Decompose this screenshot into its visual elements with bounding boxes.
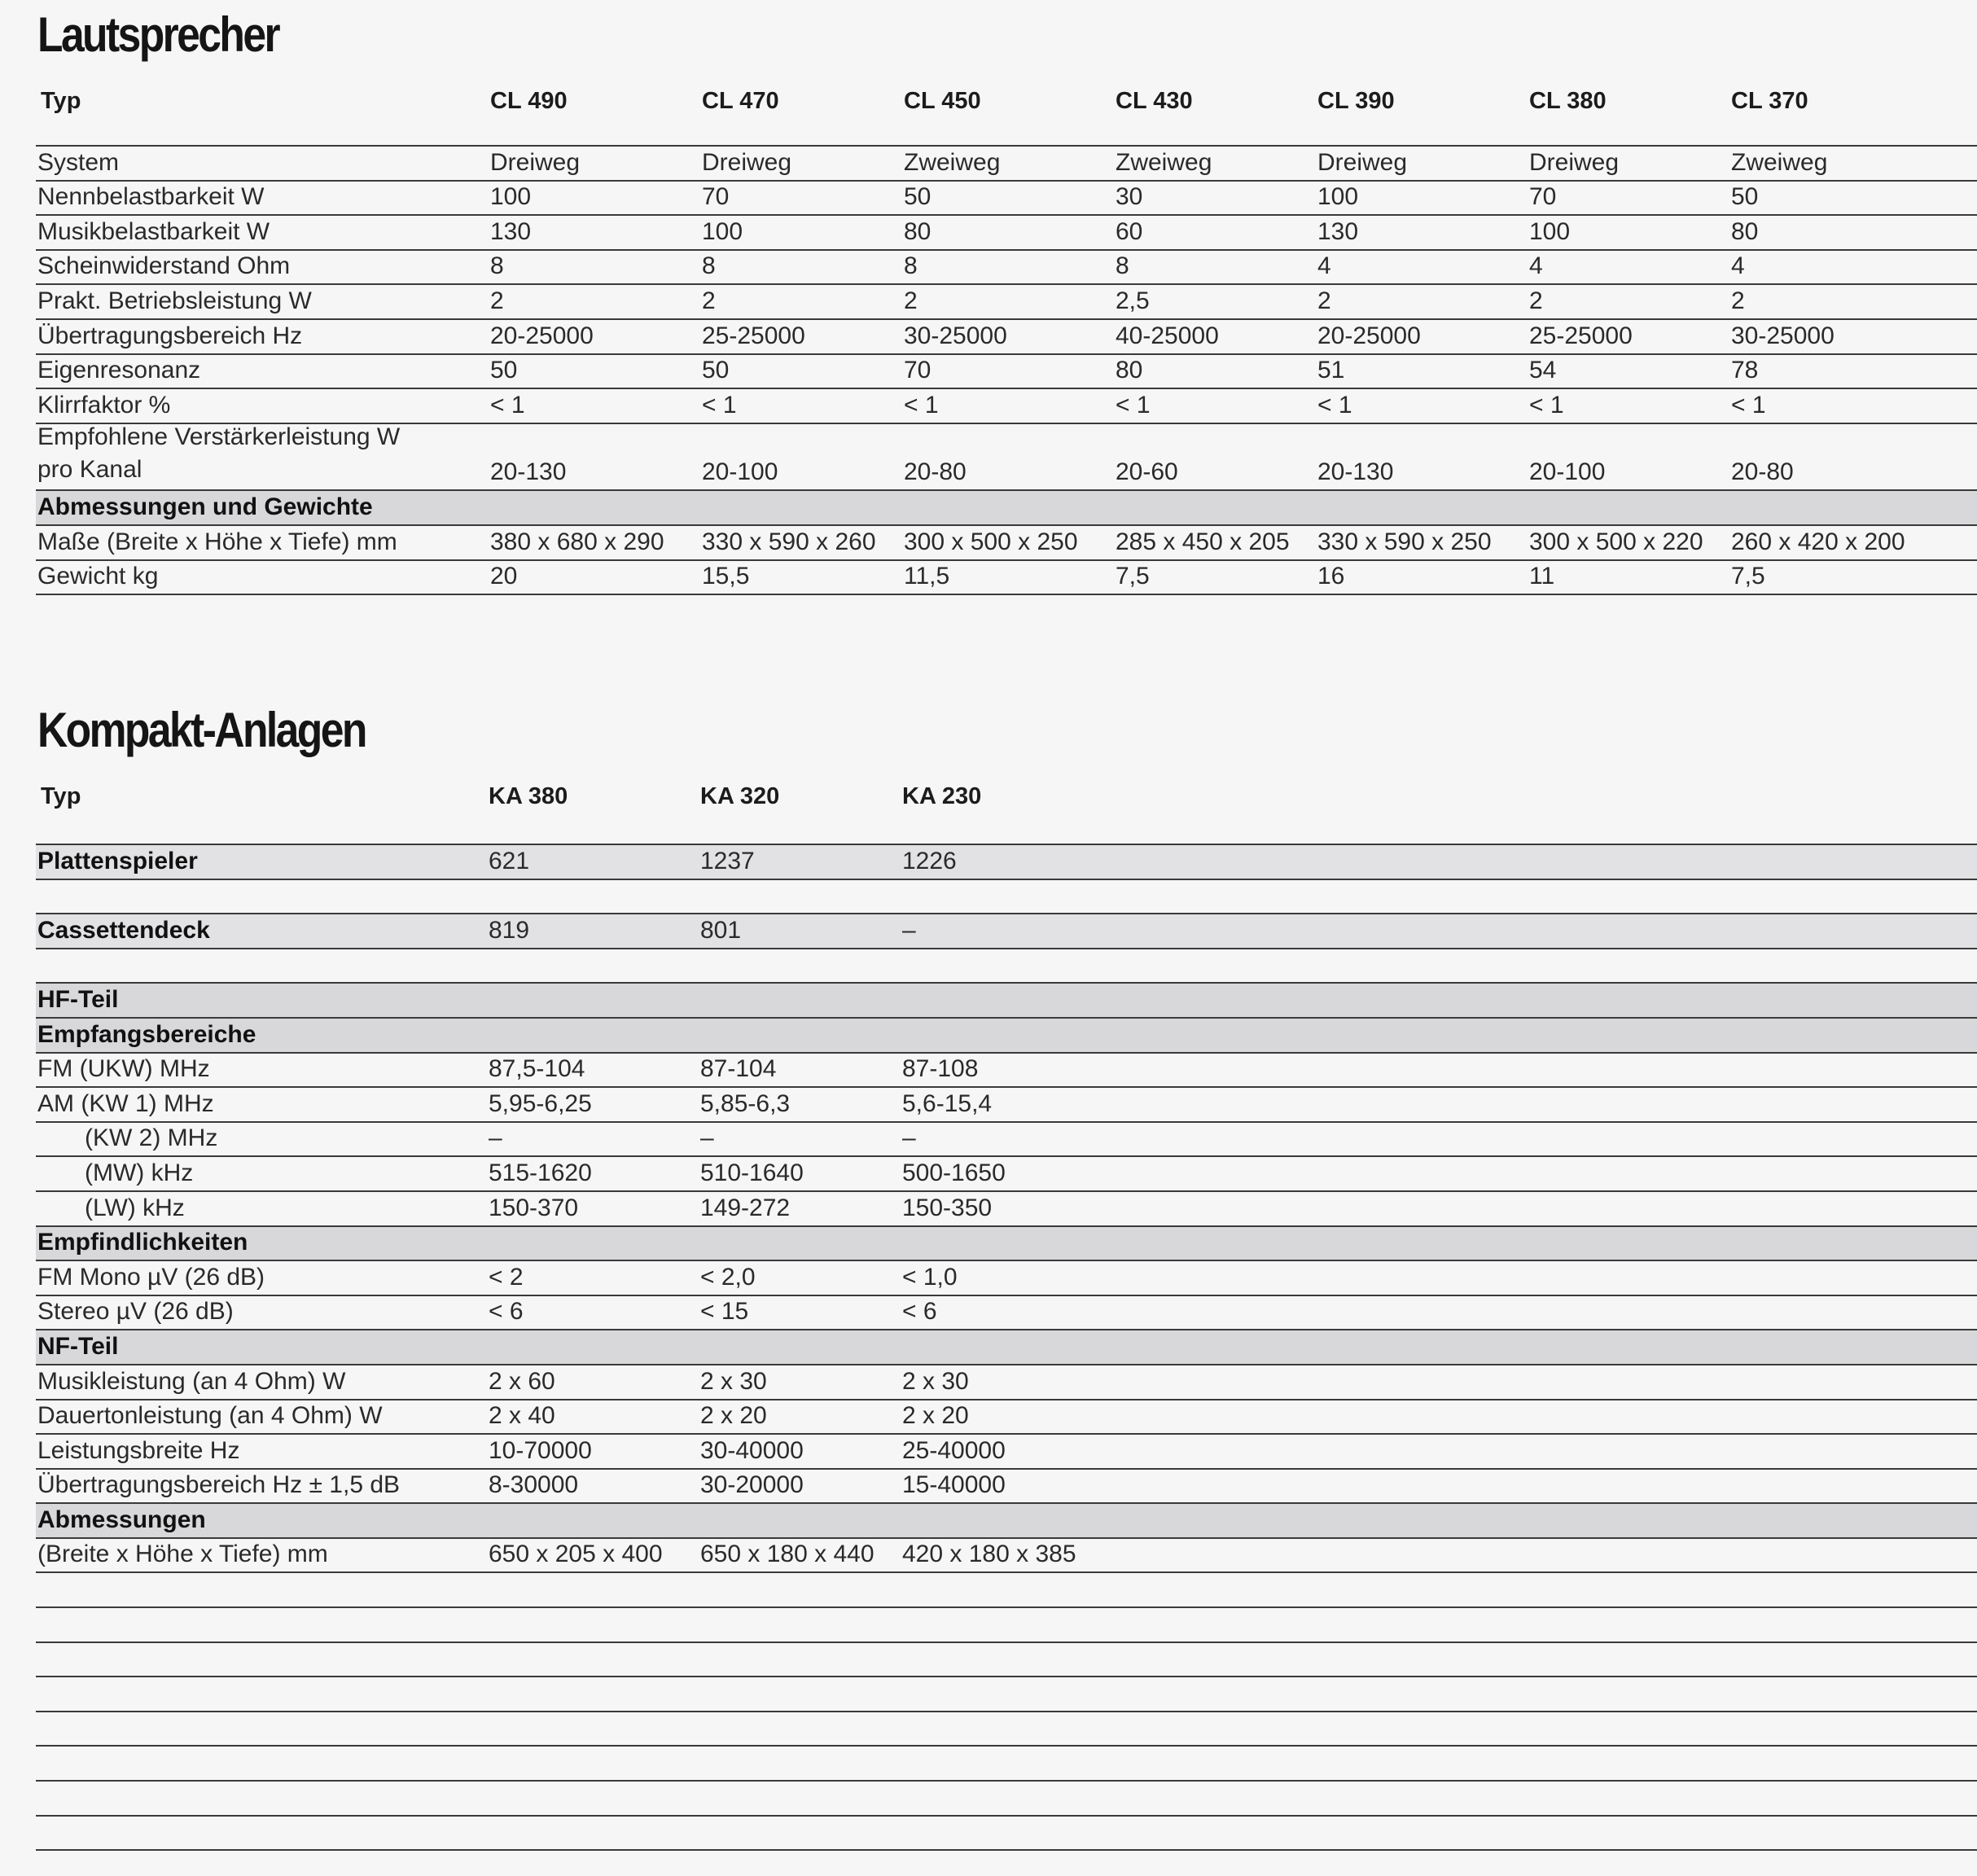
row-label: Klirrfaktor % xyxy=(37,391,171,419)
compact-header xyxy=(37,774,1977,822)
row-label: Musikleistung (an 4 Ohm) W xyxy=(37,1367,346,1395)
table-cell: 60 xyxy=(1116,217,1143,245)
row-label: Übertragungsbereich Hz xyxy=(37,322,303,349)
table-cell: 11,5 xyxy=(904,563,950,590)
row-label: Cassettendeck xyxy=(37,916,210,944)
section-header-row xyxy=(36,491,1977,526)
table-cell: 5,95-6,25 xyxy=(489,1089,592,1117)
table-cell: < 1 xyxy=(1529,391,1564,419)
table-row xyxy=(36,561,1977,596)
row-label: Maße (Breite x Höhe x Tiefe) mm xyxy=(37,528,397,555)
row-label: (LW) kHz xyxy=(85,1194,185,1221)
table-cell: Zweiweg xyxy=(1116,148,1212,176)
compact-title: Kompakt-Anlagen xyxy=(37,703,366,757)
table-cell: < 1 xyxy=(904,391,939,419)
table-row xyxy=(36,880,1977,915)
table-cell: 2 x 20 xyxy=(902,1402,969,1430)
table-cell: 100 xyxy=(702,217,743,245)
row-label: (Breite x Höhe x Tiefe) mm xyxy=(37,1541,328,1568)
row-label: Stereo µV (26 dB) xyxy=(37,1298,234,1326)
table-cell: 20-100 xyxy=(702,458,778,486)
table-cell: 380 x 680 x 290 xyxy=(490,528,664,555)
table-cell: 8 xyxy=(904,252,918,280)
table-row xyxy=(36,1712,1977,1747)
table-cell: < 1 xyxy=(1116,391,1151,419)
table-cell: Zweiweg xyxy=(904,148,1001,176)
table-cell: 54 xyxy=(1529,357,1557,384)
table-row xyxy=(36,1573,1977,1608)
row-label: Leistungsbreite Hz xyxy=(37,1436,240,1464)
row-label: Plattenspieler xyxy=(37,847,198,874)
table-cell: 87-104 xyxy=(700,1055,777,1083)
model-header: KA 230 xyxy=(902,783,982,809)
table-cell: 7,5 xyxy=(1116,563,1150,590)
table-cell: 2 x 40 xyxy=(489,1402,555,1430)
table-cell: 20-100 xyxy=(1529,458,1606,486)
table-cell: 40-25000 xyxy=(1116,322,1219,349)
table-cell: 80 xyxy=(1731,217,1759,245)
table-cell: 4 xyxy=(1317,252,1331,280)
table-cell: 285 x 450 x 205 xyxy=(1116,528,1290,555)
table-cell: 2,5 xyxy=(1116,287,1150,314)
table-cell: 25-25000 xyxy=(702,322,805,349)
table-cell: < 1 xyxy=(1731,391,1766,419)
table-cell: 2 x 30 xyxy=(902,1367,969,1395)
table-cell: < 6 xyxy=(489,1298,524,1326)
table-cell: 11 xyxy=(1529,563,1555,590)
table-row xyxy=(36,320,1977,355)
section-header-row xyxy=(36,984,1977,1019)
table-cell: 100 xyxy=(490,183,532,211)
table-cell: 2 x 30 xyxy=(700,1367,767,1395)
row-label: FM (UKW) MHz xyxy=(37,1055,210,1083)
table-cell: 330 x 590 x 250 xyxy=(1317,528,1492,555)
model-header: CL 450 xyxy=(904,88,981,114)
model-header: CL 370 xyxy=(1731,88,1808,114)
table-cell: Dreiweg xyxy=(702,148,792,176)
table-cell: < 1,0 xyxy=(902,1263,958,1291)
model-header: CL 390 xyxy=(1317,88,1395,114)
table-cell: 510-1640 xyxy=(700,1159,804,1186)
section-header-row xyxy=(36,1504,1977,1539)
table-row xyxy=(36,1054,1977,1089)
table-cell: < 6 xyxy=(902,1298,937,1326)
table-cell: 330 x 590 x 260 xyxy=(702,528,876,555)
table-cell: < 1 xyxy=(702,391,737,419)
row-label: Dauertonleistung (an 4 Ohm) W xyxy=(37,1402,383,1430)
table-cell: 2 xyxy=(490,287,504,314)
table-cell: < 2 xyxy=(489,1263,524,1291)
table-cell: 70 xyxy=(702,183,730,211)
table-row xyxy=(36,1435,1977,1470)
table-cell: 300 x 500 x 250 xyxy=(904,528,1078,555)
table-row xyxy=(36,182,1977,217)
table-cell: 15,5 xyxy=(702,563,750,590)
table-row xyxy=(36,844,1977,880)
table-cell: 20 xyxy=(490,563,518,590)
table-cell: 2 x 60 xyxy=(489,1367,555,1395)
table-cell: 300 x 500 x 220 xyxy=(1529,528,1703,555)
table-row xyxy=(36,355,1977,390)
table-cell: 25-40000 xyxy=(902,1436,1006,1464)
row-label: FM Mono µV (26 dB) xyxy=(37,1263,265,1291)
table-row xyxy=(36,526,1977,561)
table-row xyxy=(36,1123,1977,1158)
table-row xyxy=(36,1677,1977,1712)
speakers-table xyxy=(36,145,1977,595)
table-cell: 100 xyxy=(1317,183,1359,211)
table-row xyxy=(36,145,1977,182)
table-cell: 80 xyxy=(1116,357,1143,384)
row-label: Empfindlichkeiten xyxy=(37,1229,248,1256)
speakers-typ-label: Typ xyxy=(41,88,81,114)
table-row xyxy=(36,389,1977,424)
row-label: Scheinwiderstand Ohm xyxy=(37,252,291,280)
table-cell: 8 xyxy=(490,252,504,280)
table-cell: 8 xyxy=(702,252,716,280)
table-cell: 2 xyxy=(702,287,716,314)
row-label: System xyxy=(37,148,120,176)
section-header-row xyxy=(36,1019,1977,1054)
table-row xyxy=(36,1470,1977,1505)
table-cell: 20-25000 xyxy=(1317,322,1421,349)
table-cell: 2 xyxy=(904,287,918,314)
table-cell: < 15 xyxy=(700,1298,749,1326)
table-cell: 420 x 180 x 385 xyxy=(902,1541,1076,1568)
row-label: Prakt. Betriebsleistung W xyxy=(37,287,312,314)
table-cell: – xyxy=(902,1124,916,1152)
table-cell: < 1 xyxy=(1317,391,1352,419)
table-row xyxy=(36,1088,1977,1123)
table-cell: 87-108 xyxy=(902,1055,979,1083)
table-cell: – xyxy=(700,1124,714,1152)
table-cell: 20-60 xyxy=(1116,458,1178,486)
row-label: Abmessungen xyxy=(37,1506,206,1533)
table-cell: 1237 xyxy=(700,847,755,874)
row-label: Abmessungen und Gewichte xyxy=(37,493,373,520)
table-row xyxy=(36,1608,1977,1643)
table-cell: 1226 xyxy=(902,847,957,874)
table-cell: 20-80 xyxy=(1731,458,1794,486)
table-cell: 30 xyxy=(1116,183,1143,211)
table-row xyxy=(36,914,1977,949)
table-cell: Zweiweg xyxy=(1731,148,1828,176)
table-row xyxy=(36,949,1977,984)
section-header-row xyxy=(36,1227,1977,1262)
table-cell: 16 xyxy=(1317,563,1345,590)
table-cell: 50 xyxy=(490,357,518,384)
model-header: CL 490 xyxy=(490,88,568,114)
table-cell: 150-370 xyxy=(489,1194,579,1221)
row-label: (MW) kHz xyxy=(85,1159,194,1186)
table-row xyxy=(36,285,1977,320)
row-label-line: Empfohlene Verstärkerleistung W xyxy=(37,423,401,451)
table-cell: 4 xyxy=(1731,252,1745,280)
table-cell: 621 xyxy=(489,847,530,874)
table-cell: 2 xyxy=(1731,287,1745,314)
table-row xyxy=(36,216,1977,251)
row-label: Übertragungsbereich Hz ± 1,5 dB xyxy=(37,1471,401,1499)
table-cell: 87,5-104 xyxy=(489,1055,585,1083)
table-cell: 130 xyxy=(1317,217,1359,245)
table-cell: 50 xyxy=(1731,183,1759,211)
table-cell: 30-40000 xyxy=(700,1436,804,1464)
table-cell: Dreiweg xyxy=(1317,148,1408,176)
table-cell: 10-70000 xyxy=(489,1436,592,1464)
table-cell: 515-1620 xyxy=(489,1159,592,1186)
table-cell: Dreiweg xyxy=(1529,148,1620,176)
table-cell: 51 xyxy=(1317,357,1345,384)
table-cell: 5,85-6,3 xyxy=(700,1089,791,1117)
table-cell: 2 xyxy=(1317,287,1331,314)
table-cell: Dreiweg xyxy=(490,148,581,176)
table-cell: < 2,0 xyxy=(700,1263,756,1291)
table-cell: 650 x 180 x 440 xyxy=(700,1541,875,1568)
row-label: Empfangsbereiche xyxy=(37,1020,256,1048)
table-row xyxy=(36,1192,1977,1227)
table-cell: 100 xyxy=(1529,217,1571,245)
table-cell: 70 xyxy=(1529,183,1557,211)
table-cell: 80 xyxy=(904,217,932,245)
row-label: Nennbelastbarkeit W xyxy=(37,183,265,211)
table-cell: 20-25000 xyxy=(490,322,594,349)
table-cell: 7,5 xyxy=(1731,563,1765,590)
model-header: CL 470 xyxy=(702,88,779,114)
table-cell: 5,6-15,4 xyxy=(902,1089,993,1117)
table-cell: < 1 xyxy=(490,391,525,419)
table-cell: 8-30000 xyxy=(489,1471,579,1499)
table-row xyxy=(36,1261,1977,1296)
table-cell: 30-25000 xyxy=(1731,322,1835,349)
table-cell: 4 xyxy=(1529,252,1543,280)
table-cell: 30-20000 xyxy=(700,1471,804,1499)
table-row xyxy=(36,1539,1977,1574)
speakers-header xyxy=(37,78,1977,127)
table-row xyxy=(36,1817,1977,1852)
table-cell: – xyxy=(489,1124,502,1152)
table-cell: 30-25000 xyxy=(904,322,1007,349)
table-cell: 20-130 xyxy=(1317,458,1394,486)
table-cell: 70 xyxy=(904,357,932,384)
row-label: NF-Teil xyxy=(37,1332,119,1360)
table-cell: 50 xyxy=(702,357,730,384)
table-cell: 150-350 xyxy=(902,1194,993,1221)
table-cell: – xyxy=(902,916,916,944)
table-row xyxy=(36,1400,1977,1435)
table-cell: 2 x 20 xyxy=(700,1402,767,1430)
table-cell: 25-25000 xyxy=(1529,322,1633,349)
table-cell: 801 xyxy=(700,916,742,944)
row-label-line: pro Kanal xyxy=(37,456,142,484)
table-cell: 8 xyxy=(1116,252,1129,280)
compact-table xyxy=(36,844,1977,1851)
model-header: CL 380 xyxy=(1529,88,1607,114)
table-row xyxy=(36,1157,1977,1192)
table-cell: 50 xyxy=(904,183,932,211)
table-row xyxy=(36,424,1977,492)
row-label: HF-Teil xyxy=(37,985,119,1013)
table-row xyxy=(36,1643,1977,1678)
row-label: Musikbelastbarkeit W xyxy=(37,217,270,245)
table-cell: 15-40000 xyxy=(902,1471,1006,1499)
table-cell: 130 xyxy=(490,217,532,245)
table-cell: 819 xyxy=(489,916,530,944)
table-cell: 78 xyxy=(1731,357,1759,384)
table-row xyxy=(36,251,1977,286)
table-cell: 260 x 420 x 200 xyxy=(1731,528,1905,555)
table-cell: 650 x 205 x 400 xyxy=(489,1541,663,1568)
model-header: CL 430 xyxy=(1116,88,1193,114)
row-label: (KW 2) MHz xyxy=(85,1124,218,1152)
compact-typ-label: Typ xyxy=(41,783,81,809)
table-row xyxy=(36,1365,1977,1400)
row-label xyxy=(37,421,400,486)
row-label: AM (KW 1) MHz xyxy=(37,1089,214,1117)
table-row xyxy=(36,1747,1977,1782)
table-row xyxy=(36,1296,1977,1331)
section-header-row xyxy=(36,1330,1977,1365)
table-row xyxy=(36,1782,1977,1817)
model-header: KA 380 xyxy=(489,783,568,809)
row-label: Gewicht kg xyxy=(37,563,159,590)
table-cell: 2 xyxy=(1529,287,1543,314)
speakers-title: Lautsprecher xyxy=(37,7,278,62)
table-cell: 149-272 xyxy=(700,1194,791,1221)
table-cell: 500-1650 xyxy=(902,1159,1006,1186)
table-cell: 20-130 xyxy=(490,458,567,486)
table-cell: 20-80 xyxy=(904,458,967,486)
model-header: KA 320 xyxy=(700,783,780,809)
row-label: Eigenresonanz xyxy=(37,357,201,384)
